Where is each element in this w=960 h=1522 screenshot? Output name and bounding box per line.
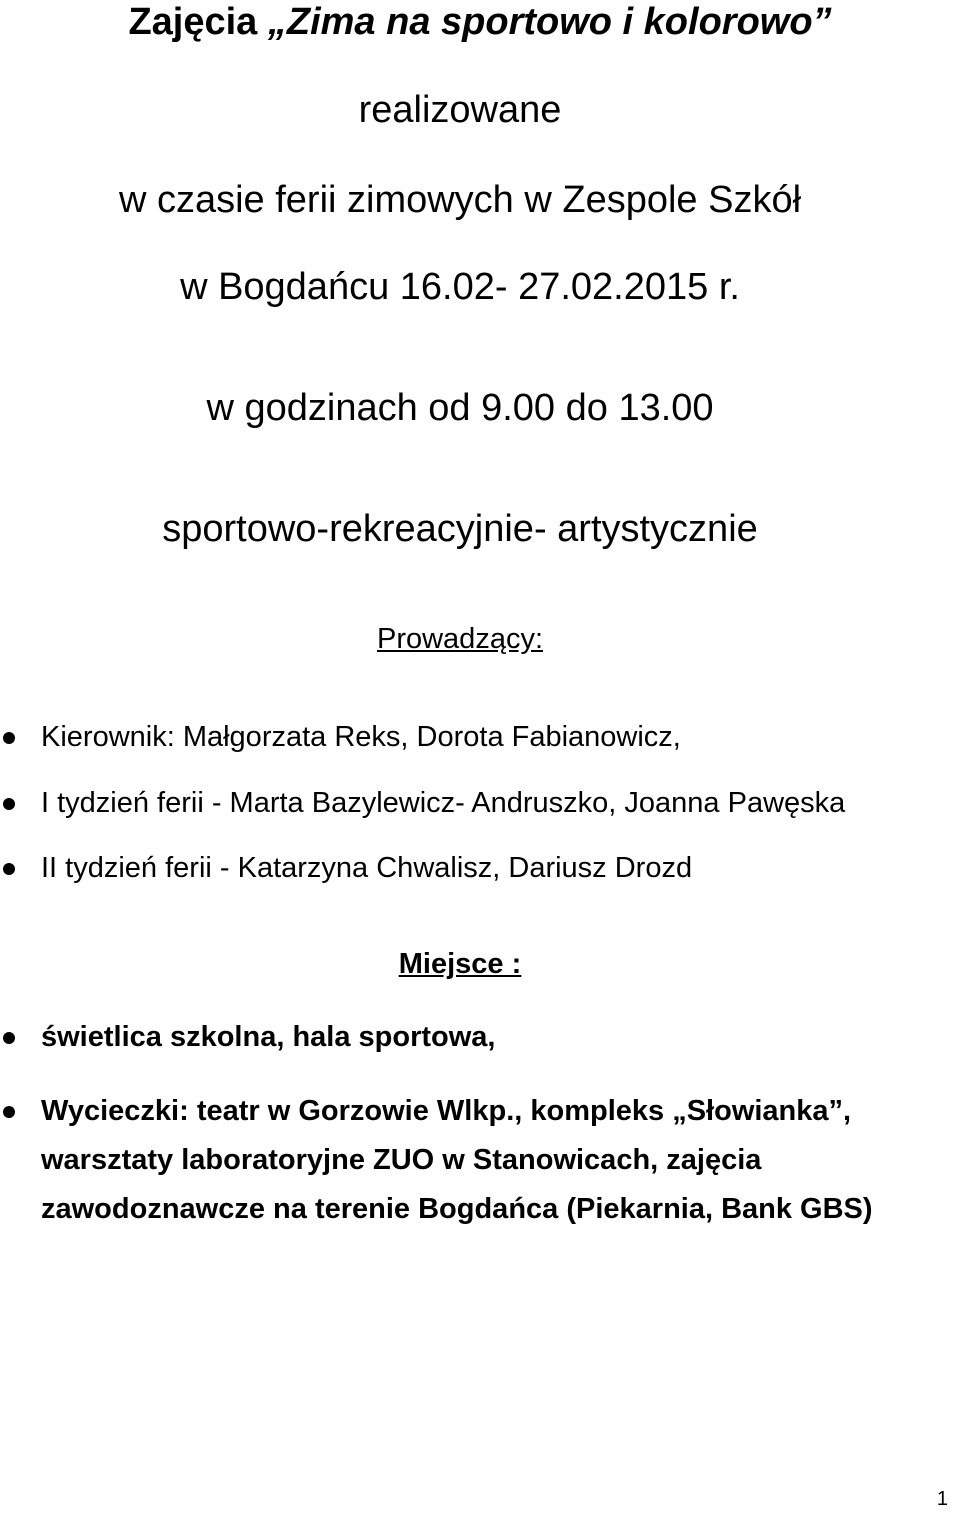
trips-line-2: warsztaty laboratoryjne ZUO w Stanowicach, zajęcia [41,1144,762,1176]
place-locations: świetlica szkolna, hala sportowa, [41,1021,496,1053]
trips-line-3: zawodoznawcze na terenie Bogdańca (Piekarnia, Bank GBS) [41,1193,873,1225]
bullet-icon [3,1032,15,1044]
title-prefix: Zajęcia [128,1,268,43]
bullet-icon [3,732,15,744]
leader-week-two: II tydzień ferii - Katarzyna Chwalisz, Dariusz Drozd [41,852,693,884]
leaders-label: Prowadzący: [376,623,543,655]
subtitle-dates: w Bogdańcu 16.02- 27.02.2015 r. [180,266,740,308]
leader-week-one: I tydzień ferii - Marta Bazylewicz- Andruszko, Joanna Pawęska [41,787,846,819]
subtitle-winter-break: w czasie ferii zimowych w Zespole Szkół [118,179,802,221]
subtitle-hours: w godzinach od 9.00 do 13.00 [206,387,714,429]
place-label: Miejsce : [398,948,522,980]
bullet-icon [3,1106,15,1118]
subtitle-realized: realizowane [358,89,562,131]
bullet-icon [3,863,15,875]
trips-line-1: Wycieczki: teatr w Gorzowie Wlkp., kompleks „Słowianka”, [41,1095,852,1127]
document-title [0,0,960,44]
bullet-icon [3,798,15,810]
page-number: 1 [936,1488,948,1510]
subtitle-activity-type: sportowo-rekreacyjnie- artystycznie [162,508,758,550]
title-event-name: „Zima na sportowo i kolorowo” [267,1,832,43]
leader-manager: Kierownik: Małgorzata Reks, Dorota Fabianowicz, [41,721,681,753]
